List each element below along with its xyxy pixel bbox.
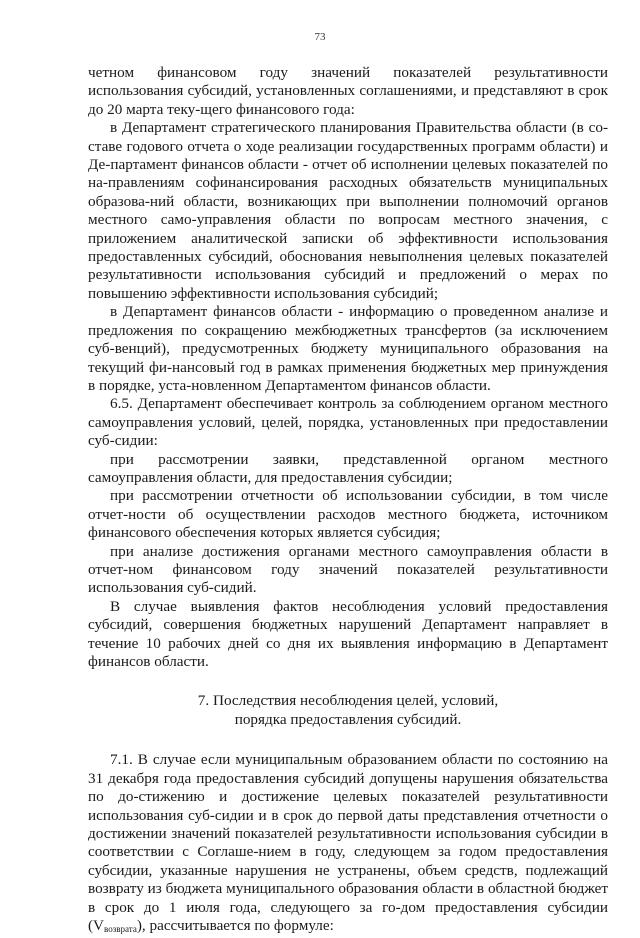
paragraph-text: 7.1. В случае если муниципальным образованием области по состоянию на 31 декабря года предоставления субсидий допущены нарушения обязательства по до-стижению и достижение целевых показателей результативности использования суб-сидии и в срок до первой даты представления отчетности о достижении значений показателей результативности использования субсидии в соответствии с Соглаше-нием в году, следующем за годом предоставления субсидии, указанные нарушения не устранены, объем средств, подлежащий возврату из бюджета муниципального образования области в областной бюджет в срок до 1 июля года, следующего за го-дом предоставления субсидии (V	[88, 751, 608, 935]
paragraph: четном финансовом году значений показателей результативности использования субсидий, установленных соглашениями, и представляют в срок до 20 марта теку-щего финансового года:	[88, 64, 608, 118]
page-number: 73	[314, 31, 326, 43]
paragraph: в Департамент финансов области - информацию о проведенном анализе и предложения по сокращению межбюджетных трансфертов (за исключением суб-венций), предусмотренных бюджету муниципального образования на текущий фи-нансовый год в рамках применения бюджетных мер принуждения в порядке, уста-новленном Департаментом финансов области.	[88, 303, 608, 394]
paragraph: 6.5. Департамент обеспечивает контроль за соблюдением органом местного самоуправления условий, целей, порядка, установленных при предоставлении суб-сидии:	[88, 395, 608, 450]
paragraph: при рассмотрении заявки, представленной органом местного самоуправления области, для предоставления субсидии;	[88, 450, 608, 486]
paragraph: при рассмотрении отчетности об использовании субсидии, в том числе отчет-ности об осуществлении расходов местного бюджета, источником финансового обеспечения которых является субсидия;	[88, 487, 608, 542]
paragraph: в Департамент стратегического планирования Правительства области (в со-ставе годового отчета о ходе реализации государственных программ области) и Де-партамент финансов области - отчет об исполнении целевых показателей по на-правлениям софинансирования расходных обязательств муниципальных образова-ний области, возникающих при выполнении полномочий органов местного само-управления области по вопросам местного значения, с приложением аналитической записки об эффективности использования предоставленных субсидий, обоснования невыполнения целевых показателей результативности использования субсидий и предложений о мерах по повышению эффективности использования субсидий;	[88, 119, 608, 302]
document-body	[88, 64, 608, 938]
paragraph: В случае выявления фактов несоблюдения условий предоставления субсидий, совершения бюджетных нарушений Департамент направляет в течение 10 рабочих дней со дня их выявления информацию в Департамент финансов области.	[88, 597, 608, 670]
paragraph: при анализе достижения органами местного самоуправления области в отчет-ном финансовом году значений показателей результативности использования суб-сидий.	[88, 542, 608, 597]
section-heading-line: 7. Последствия несоблюдения целей, условий,	[197, 692, 499, 710]
section-heading	[88, 691, 608, 729]
section-heading-line: порядка предоставления субсидий.	[234, 711, 462, 729]
paragraph-tail: ), рассчитывается по формуле:	[136, 917, 334, 935]
paragraph-formula-intro	[88, 751, 608, 938]
subscript-label: возврата	[104, 924, 137, 935]
